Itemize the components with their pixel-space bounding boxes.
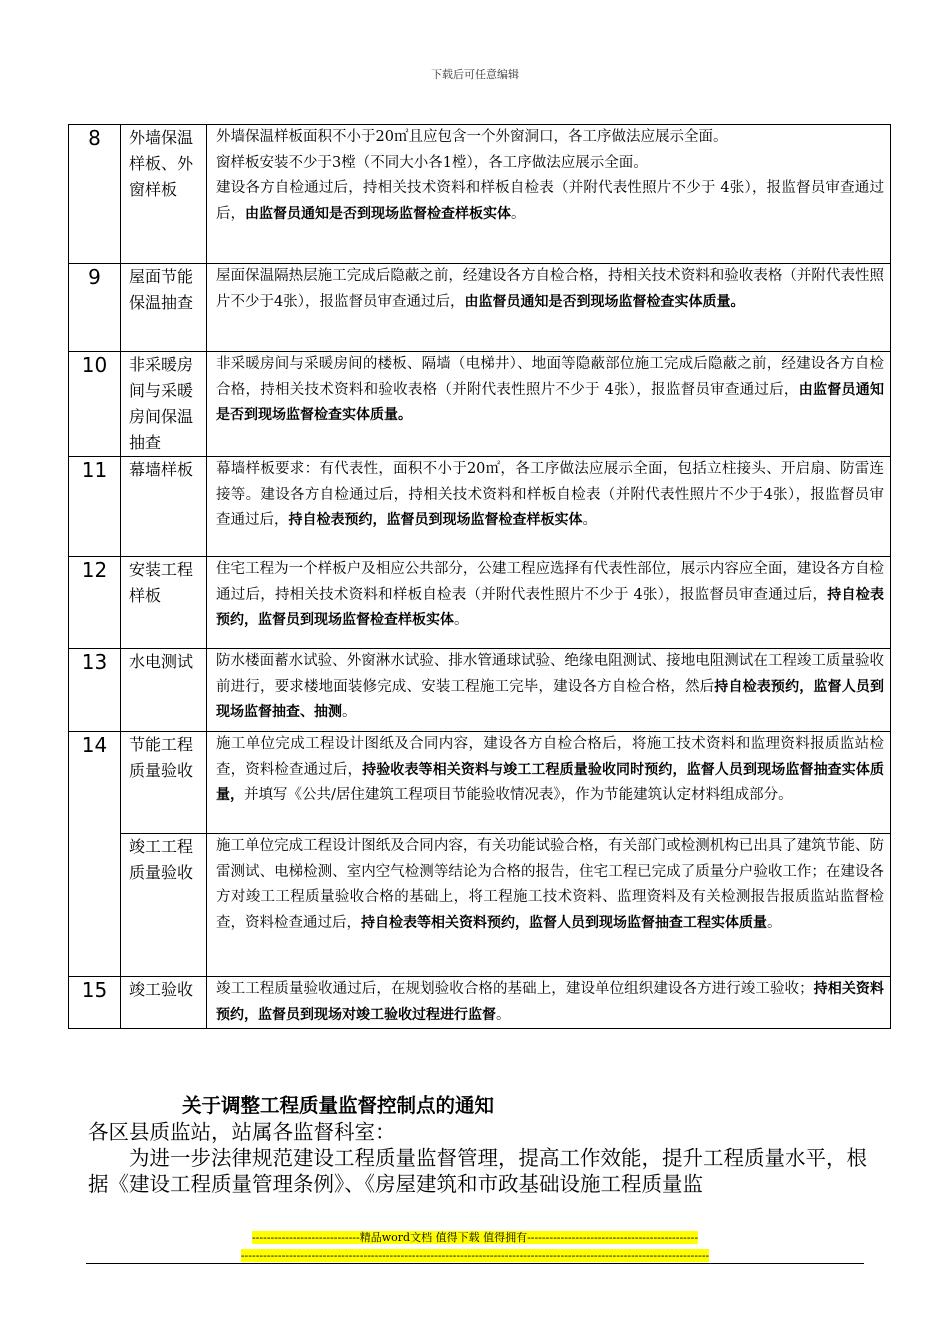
desc-text: 屋面保温隔热层施工完成后隐蔽之前，经建设各方自检合格，持相关技术资料和验收表格（并附代表性照片不少于4张），报监督员审查通过后， (216, 268, 884, 310)
row-number: 12 (69, 557, 121, 649)
desc-tail: 。 (582, 512, 597, 528)
desc-tail: 。 (496, 1006, 511, 1023)
header-note: 下载后可任意编辑 (431, 68, 519, 81)
desc-bold: 持自检表预约，监督员到现场监督检查样板实体 (216, 586, 884, 628)
table-row (69, 264, 891, 352)
desc-bold: 由监督员通知是否到现场监督检查实体质量。 (464, 293, 745, 310)
desc-tail: 。 (342, 704, 357, 720)
table-row (69, 457, 891, 557)
row-description (207, 457, 891, 557)
row-item: 安装工程样板 (121, 557, 207, 649)
row-description (207, 125, 891, 264)
row-description (207, 834, 891, 977)
desc-line: 外墙保温样板面积不小于20㎡且应包含一个外窗洞口，各工序做法应展示全面。 (216, 129, 728, 145)
desc-text: 住宅工程为一个样板户及相应公共部分，公建工程应选择有代表性部位，展示内容应全面，建设各方自检通过后，持相关技术资料和样板自检表（并附代表性照片不少于 4张），报监督员审查通过后， (216, 561, 884, 603)
row-item: 竣工工程质量验收 (121, 834, 207, 977)
table-row (69, 834, 891, 977)
row-item: 水电测试 (121, 649, 207, 732)
notice-title: 关于调整工程质量监督控制点的通知 (182, 1094, 495, 1117)
desc-bold: 持验收表等相关资料与竣工工程质量验收同时预约，监督人员到现场监督抽查实体质量， (216, 761, 885, 803)
table-row (69, 125, 891, 264)
desc-text: 防水楼面蓄水试验、外窗淋水试验、排水管通球试验、绝缘电阻测试、接地电阻测试在工程竣工质量验收前进行，要求楼地面装修完成、安装工程施工完毕，建设各方自检合格，然后 (216, 653, 884, 695)
table-row (69, 732, 891, 834)
row-description (207, 557, 891, 649)
desc-tail: 。 (454, 612, 469, 628)
row-item: 幕墙样板 (121, 457, 207, 557)
desc-text: 幕墙样板要求：有代表性，面积不小于20㎡，各工序做法应展示全面，包括立柱接头、开启扇、防雷连接等。建设各方自检通过后，持相关技术资料和样板自检表（并附代表性照片不少于4张），报监督员审查通过后， (216, 461, 884, 528)
desc-line: 窗样板安装不少于3樘（不同大小各1樘），各工序做法应展示全面。 (216, 154, 648, 171)
desc-text: 建设各方自检通过后，持相关技术资料和样板自检表（并附代表性照片不少于 4张），报监督员审查通过后， (216, 180, 884, 222)
row-number: 13 (69, 649, 121, 732)
table-row (69, 649, 891, 732)
desc-bold: 持相关资料预约，监督员到现场对竣工验收过程进行监督 (216, 981, 884, 1023)
row-item: 竣工验收 (121, 977, 207, 1029)
desc-bold: 持自检表预约，监督人员到现场监督抽查、抽测 (216, 678, 885, 720)
row-item: 非采暖房间与采暖房间保温抽查 (121, 352, 207, 457)
desc-bold: 由监督员通知是否到现场监督检查样板实体 (245, 205, 511, 222)
row-description (207, 732, 891, 834)
row-number: 9 (69, 264, 121, 352)
footer-line-1: -----------------------------精品word文档 值得下载 值得拥有---------------------------------------------- (251, 1231, 699, 1244)
desc-text: 竣工工程质量验收通过后，在规划验收合格的基础上，建设单位组织建设各方进行竣工验收； (216, 981, 814, 997)
footer-banner (0, 1229, 950, 1265)
row-number: 11 (69, 457, 121, 557)
desc-bold: 持自检表预约，监督员到现场监督检查样板实体 (288, 512, 583, 528)
row-number: 8 (69, 125, 121, 264)
row-description (207, 649, 891, 732)
row-description (207, 977, 891, 1029)
notice-section (88, 1093, 878, 1197)
footer-divider (86, 1263, 864, 1264)
row-number: 15 (69, 977, 121, 1029)
control-points-table (68, 124, 891, 1029)
table-row (69, 977, 891, 1029)
footer-line-2: ------------------------------------------------------------------------------------------------------------------------------ (240, 1249, 710, 1262)
row-number: 10 (69, 352, 121, 457)
desc-tail: 。 (511, 205, 526, 222)
row-item: 外墙保温样板、外窗样板 (121, 125, 207, 264)
row-description (207, 352, 891, 457)
row-item: 节能工程质量验收 (121, 732, 207, 834)
row-description (207, 264, 891, 352)
desc-tail: 并填写《公共/居住建筑工程项目节能验收情况表》，作为节能建筑认定材料组成部分。 (244, 787, 793, 803)
desc-text: 非采暖房间与采暖房间的楼板、隔墙（电梯井）、地面等隐蔽部位施工完成后隐蔽之前，经建设各方自检合格，持相关技术资料和验收表格（并附代表性照片不少于 4张），报监督员审查通过后， (216, 356, 884, 398)
table-row (69, 557, 891, 649)
desc-tail: 。 (767, 914, 782, 931)
desc-bold: 持自检表等相关资料预约，监督人员到现场监督抽查工程实体质量 (361, 914, 767, 931)
row-item: 屋面节能保温抽查 (121, 264, 207, 352)
notice-body: 为进一步法律规范建设工程质量监督管理，提高工作效能，提升工程质量水平，根据《建设工程质量管理条例》、《房屋建筑和市政基础设施工程质量监 (88, 1146, 867, 1196)
row-number: 14 (69, 732, 121, 977)
desc-bold: 由监督员通知是否到现场监督检查实体质量。 (216, 381, 884, 423)
table-row (69, 352, 891, 457)
desc-text: 施工单位完成工程设计图纸及合同内容，建设各方自检合格后，将施工技术资料和监理资料报质监站检查，资料检查通过后， (216, 736, 884, 778)
notice-salutation: 各区县质监站，站属各监督科室： (88, 1120, 396, 1144)
desc-text: 施工单位完成工程设计图纸及合同内容，有关功能试验合格，有关部门或检测机构已出具了建筑节能、防雷测试、电梯检测、室内空气检测等结论为合格的报告，住宅工程已完成了质量分户验收工作；在建设各方对竣工工程质量验收合格的基础上，将工程施工技术资料、监理资料及有关检测报告报质监站监督检查，资料检查通过后， (216, 838, 884, 931)
